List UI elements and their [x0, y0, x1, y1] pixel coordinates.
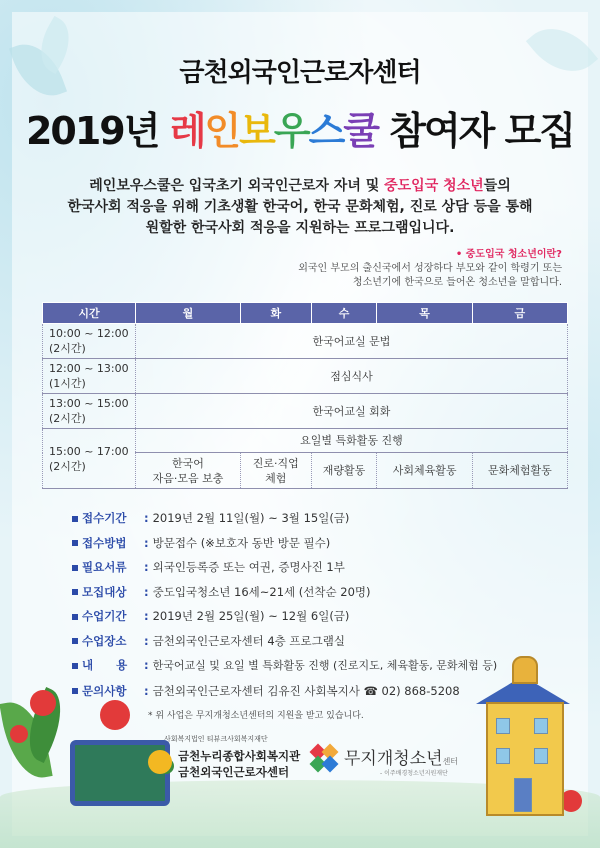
logo-subtitle: - 이주배경청소년지원재단 [380, 770, 448, 777]
detail-value: 중도입국청소년 16세~21세 (선착순 20명) [152, 584, 371, 599]
intro-line-3: 원할한 한국사회 적응을 지원하는 프로그램입니다. [145, 220, 455, 236]
detail-label: 필요서류 [72, 555, 140, 580]
logo-line-1: 금천누리종합사회복지관 [178, 749, 301, 763]
school-building-illustration [468, 656, 576, 816]
bullet-icon [72, 688, 78, 694]
intro-text [40, 176, 560, 239]
bullet-icon [72, 540, 78, 546]
bullet-icon [72, 638, 78, 644]
detail-label: 수업기간 [72, 604, 140, 629]
column-header: 월 [136, 303, 241, 324]
flower-decoration [10, 725, 28, 743]
detail-row: 내 용 : 한국어교실 및 요일 별 특화활동 진행 (진로지도, 체육활동, 문화체험 등) [72, 653, 572, 679]
detail-row: 모집대상 : 중도입국청소년 16세~21세 (선착순 20명) [72, 580, 572, 605]
column-header: 목 [377, 303, 472, 324]
detail-row: 수업장소 : 금천외국인근로자센터 4층 프로그램실 [72, 629, 572, 654]
detail-value: 금천외국인근로자센터 4층 프로그램실 [152, 633, 345, 648]
bullet-icon [72, 565, 78, 571]
column-header: 수 [311, 303, 377, 324]
detail-row: 접수방법 : 방문접수 (※보호자 동반 방문 필수) [72, 531, 572, 556]
time-cell: 13:00 ~ 15:00 (2시간) [43, 394, 136, 429]
rainbow-letter: 보 [239, 109, 274, 153]
title-prefix: 2019년 [25, 109, 170, 153]
time-cell: 12:00 ~ 13:00 (1시간) [43, 359, 136, 394]
content-cell: 한국어교실 문법 [136, 324, 568, 359]
bullet-icon [72, 589, 78, 595]
detail-value: 외국인등록증 또는 여권, 증명사진 1부 [152, 560, 345, 574]
definition-note [262, 248, 562, 290]
column-header: 금 [472, 303, 567, 324]
content-cell: 한국어교실 회화 [136, 394, 568, 429]
table-row [43, 359, 568, 394]
title-suffix: 참여자 모집 [378, 109, 574, 153]
detail-label: 접수방법 [72, 531, 140, 556]
detail-value: 방문접수 (※보호자 동반 방문 필수) [152, 535, 331, 550]
column-header: 시간 [43, 303, 136, 324]
day-activity-cell: 한국어 자음·모음 보충 [136, 453, 241, 489]
content-cell: 점심식사 [136, 359, 568, 394]
main-title [0, 100, 600, 155]
note-title: • 중도입국 청소년이란? [455, 249, 562, 260]
bullet-icon [72, 516, 78, 522]
detail-label: 내 용 [72, 653, 140, 678]
logo-line-2: 금천외국인근로자센터 [178, 765, 290, 779]
day-activity-cell: 재량활동 [311, 453, 377, 489]
detail-value: 금천외국인근로자센터 김유진 사회복지사 ☎ 02) 868-5208 [152, 683, 460, 698]
day-activity-cell: 진로·직업 체험 [240, 453, 311, 489]
bullet-icon [72, 614, 78, 620]
detail-row: 필요서류 : 외국인등록증 또는 여권, 증명사진 1부 [72, 555, 572, 580]
highlight-term: 중도입국 청소년 [384, 178, 484, 194]
detail-label: 접수기간 [72, 506, 140, 531]
rainbow-letter: 쿨 [343, 109, 378, 153]
content-cell: 요일별 특화활동 진행 [136, 429, 568, 453]
table-row [43, 394, 568, 429]
note-line-1: 외국인 부모의 출신국에서 성장하다 부모와 같이 학령기 또는 [298, 263, 562, 274]
logo-name: 무지개청소년센터 [344, 749, 459, 769]
org-title: 금천외국인근로자센터 [179, 58, 421, 88]
day-activity-cell: 사회체육활동 [377, 453, 472, 489]
day-activity-cell: 문화체험활동 [472, 453, 567, 489]
time-cell: 10:00 ~ 12:00 (2시간) [43, 324, 136, 359]
flower-decoration [100, 700, 130, 730]
table-row [43, 324, 568, 359]
intro-line-2: 한국사회 적응을 위해 기초생활 한국어, 한국 문화체험, 진로 상담 등을 통해 [67, 199, 533, 215]
rainbow-school-highlight [170, 109, 378, 153]
rainbow-youth-center-logo [310, 740, 500, 790]
foundation-name: 사회복지법인 티뷰크사회복지재단 [164, 735, 268, 743]
column-header: 화 [240, 303, 311, 324]
footnote: * 위 사업은 무지개청소년센터의 지원을 받고 있습니다. [148, 711, 364, 721]
table-row [43, 429, 568, 453]
rainbow-letter: 스 [308, 109, 344, 153]
diamond-logo-icon [310, 744, 340, 774]
table-header-row [43, 303, 568, 324]
rainbow-letter: 인 [204, 109, 240, 153]
detail-value: 2019년 2월 25일(월) ~ 12월 6일(금) [152, 609, 350, 623]
note-line-2: 청소년기에 한국으로 들어온 청소년을 말합니다. [352, 277, 562, 288]
detail-label: 모집대상 [72, 580, 140, 605]
flower-decoration [30, 690, 56, 716]
detail-value: 2019년 2월 11일(월) ~ 3월 15일(금) [152, 511, 350, 525]
detail-row: 수업기간 : 2019년 2월 25일(월) ~ 12월 6일(금) [72, 604, 572, 629]
intro-line-1: 레인보우스쿨은 입국초기 외국인근로자 자녀 및 중도입국 청소년들의 [89, 178, 511, 194]
bullet-icon [72, 663, 78, 669]
detail-label: 문의사항 [72, 679, 140, 704]
rainbow-letter: 우 [273, 109, 309, 153]
detail-row: 접수기간 : 2019년 2월 11일(월) ~ 3월 15일(금) [72, 506, 572, 531]
schedule-table [42, 302, 568, 489]
rainbow-letter: 레 [169, 109, 205, 153]
sun-logo-icon [148, 750, 172, 774]
detail-row: 문의사항 : 금천외국인근로자센터 김유진 사회복지사 ☎ 02) 868-5208 [72, 679, 572, 704]
detail-label: 수업장소 [72, 629, 140, 654]
detail-value: 한국어교실 및 요일 별 특화활동 진행 (진로지도, 체육활동, 문화체험 등) [152, 659, 498, 672]
time-cell: 15:00 ~ 17:00 (2시간) [43, 429, 136, 489]
